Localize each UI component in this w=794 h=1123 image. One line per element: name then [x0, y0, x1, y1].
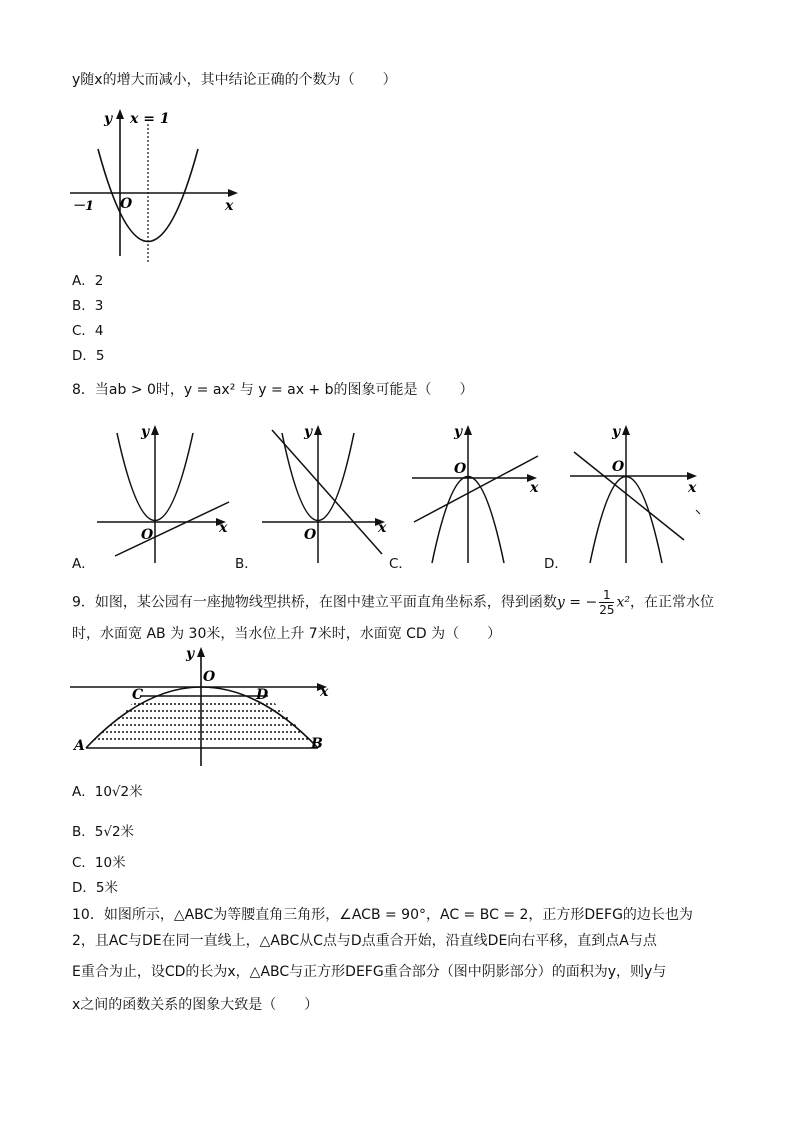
q8-choice-b-graph: [260, 418, 400, 568]
q8c-line: [414, 456, 538, 522]
svg-text:O: O: [141, 527, 154, 543]
q8-stem: 8．当ab > 0时，y = ax² 与 y = ax + b的图象可能是（ ）: [72, 382, 474, 398]
svg-text:x: x: [530, 480, 539, 496]
svg-text:O: O: [304, 527, 317, 543]
q10-stem-line1: 10．如图所示，△ABC为等腰直角三角形，∠ACB = 90°，AC = BC = 2，正方形DEFG的边长也为: [72, 907, 693, 923]
q7-parabola: [98, 149, 198, 242]
svg-text:x: x: [378, 520, 387, 536]
svg-text:B: B: [311, 736, 323, 752]
q8-choice-d-label: D．: [544, 556, 568, 572]
svg-text:x: x: [688, 480, 697, 496]
q7-parabola-graph: [70, 106, 250, 266]
svg-text:y: y: [304, 424, 313, 440]
q8d-line: [574, 452, 684, 540]
svg-text:x: x: [320, 684, 329, 700]
q9-stem-line1: 9．如图，某公园有一座抛物线型拱桥，在图中建立平面直角坐标系，得到函数y = − $\frac{1}{25}$ x²，在正常水位: [72, 588, 714, 617]
q7-option-a: A．2: [72, 273, 104, 289]
svg-text:y: y: [454, 424, 463, 440]
svg-text:y: y: [141, 424, 150, 440]
q9-water-hatching: [70, 704, 340, 739]
svg-text:D: D: [256, 687, 269, 703]
q7-neg1-label: －1: [72, 199, 95, 214]
svg-text:C: C: [132, 687, 144, 703]
q9-option-d: D．5米: [72, 880, 118, 896]
q7-x-arrow: [228, 189, 238, 197]
svg-text:O: O: [454, 461, 467, 477]
q10-stem-line3: E重合为止，设CD的长为x，△ABC与正方形DEFG重合部分（图中阴影部分）的面积为y，则y与: [72, 964, 667, 980]
svg-text:x: x: [219, 520, 228, 536]
svg-text:y: y: [612, 424, 621, 440]
svg-text:O: O: [612, 459, 625, 475]
q7-x-label: x: [225, 198, 234, 214]
q8a-line: [115, 502, 229, 556]
q8b-line: [272, 430, 382, 554]
q9-stem-line2: 时，水面宽 AB 为 30米，当水位上升 7米时，水面宽 CD 为（ ）: [72, 626, 502, 642]
q7-y-arrow: [116, 109, 124, 119]
q9-option-b: B．5√2米: [72, 824, 135, 840]
q10-stem-line2: 2，且AC与DE在同一直线上，△ABC从C点与D点重合开始，沿直线DE向右平移，直到点A与点: [72, 933, 657, 949]
svg-text:y: y: [186, 646, 195, 662]
q8-choice-c-graph: [410, 418, 550, 568]
q7-option-d: D．5: [72, 348, 105, 364]
q8-choice-d-graph: [568, 418, 718, 568]
q7-origin-label: O: [120, 196, 133, 212]
q9-option-a: A．10√2米: [72, 784, 143, 800]
q7-stem-tail: y随x的增大而减小，其中结论正确的个数为（ ）: [72, 72, 397, 88]
svg-text:A: A: [74, 738, 85, 754]
q7-axis-label: x = 1: [130, 111, 170, 127]
svg-text:O: O: [203, 669, 216, 685]
q7-option-c: C．4: [72, 323, 104, 339]
q7-y-label: y: [104, 111, 113, 127]
q8-choice-b-label: B．: [235, 556, 258, 572]
q8-choice-c-label: C．: [389, 556, 412, 572]
q10-stem-line4: x之间的函数关系的图象大致是（ ）: [72, 997, 319, 1013]
q9-bridge-figure: [70, 644, 340, 769]
q7-option-b: B．3: [72, 298, 104, 314]
q9-option-c: C．10米: [72, 855, 126, 871]
q8-choice-a-graph: [95, 418, 235, 568]
q8-choice-a-label: A．: [72, 556, 95, 572]
